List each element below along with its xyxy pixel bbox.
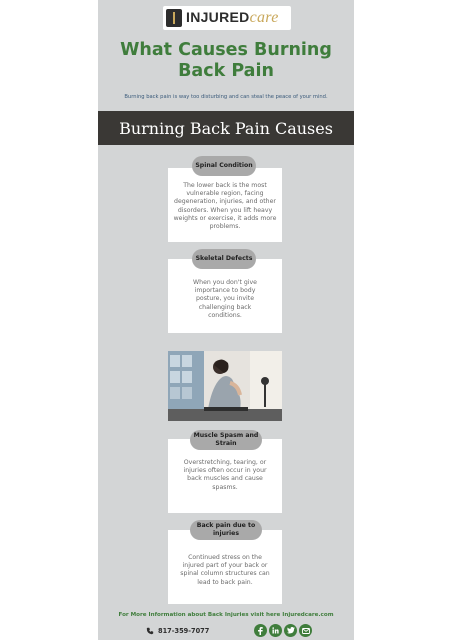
cause-body: The lower back is the most vulnerable region, facing degeneration, injuries, and other disorders. When you lift heavy weights or exercise, it adds more problems.: [173, 182, 277, 231]
cause-card-back-pain-injuries: [168, 530, 282, 604]
logo-mark-icon: [166, 9, 182, 27]
back-pain-photo: [168, 351, 282, 421]
linkedin-icon[interactable]: [269, 624, 282, 637]
section-banner: [98, 111, 354, 145]
page-subtitle: Burning back pain is way too disturbing and can steal the peace of your mind.: [124, 94, 328, 100]
cause-body: Overstretching, tearing, or injuries often occur in your back muscles and cause spasms.: [183, 459, 267, 491]
cause-heading-muscle-spasm: Muscle Spasm and Strain: [190, 430, 262, 450]
cause-heading-back-pain-injuries: Back pain due to injuries: [190, 520, 262, 540]
footer-info-link[interactable]: For More Information about Back Injuries visit here Injuredcare.com: [118, 612, 334, 618]
social-links: [254, 624, 314, 637]
cause-heading-skeletal-defects: Skeletal Defects: [192, 249, 256, 269]
logo-text-primary: INJURED: [186, 9, 250, 25]
email-icon[interactable]: [299, 624, 312, 637]
page-title: What Causes Burning Back Pain: [120, 40, 332, 81]
banner-label: Burning Back Pain Causes: [119, 118, 333, 138]
twitter-icon[interactable]: [284, 624, 297, 637]
facebook-icon[interactable]: [254, 624, 267, 637]
cause-heading-spinal-condition: Spinal Condition: [192, 156, 256, 176]
phone-icon: [146, 627, 154, 635]
cause-body: Continued stress on the injured part of your back or spinal column structures can lead to back pain.: [180, 554, 270, 586]
cause-card-skeletal-defects: [168, 259, 282, 333]
cause-body: When you don't give importance to body posture, you invite challenging back conditions.: [193, 279, 257, 319]
logo-text: [186, 9, 279, 27]
phone-number: 817-359-7077: [158, 627, 210, 635]
phone-contact[interactable]: [146, 627, 209, 635]
logo-text-accent: care: [249, 9, 279, 26]
logo[interactable]: [163, 6, 291, 30]
cause-card-muscle-spasm: [168, 439, 282, 513]
cause-card-spinal-condition: [168, 168, 282, 242]
woman-back-pain-image: [168, 351, 282, 421]
